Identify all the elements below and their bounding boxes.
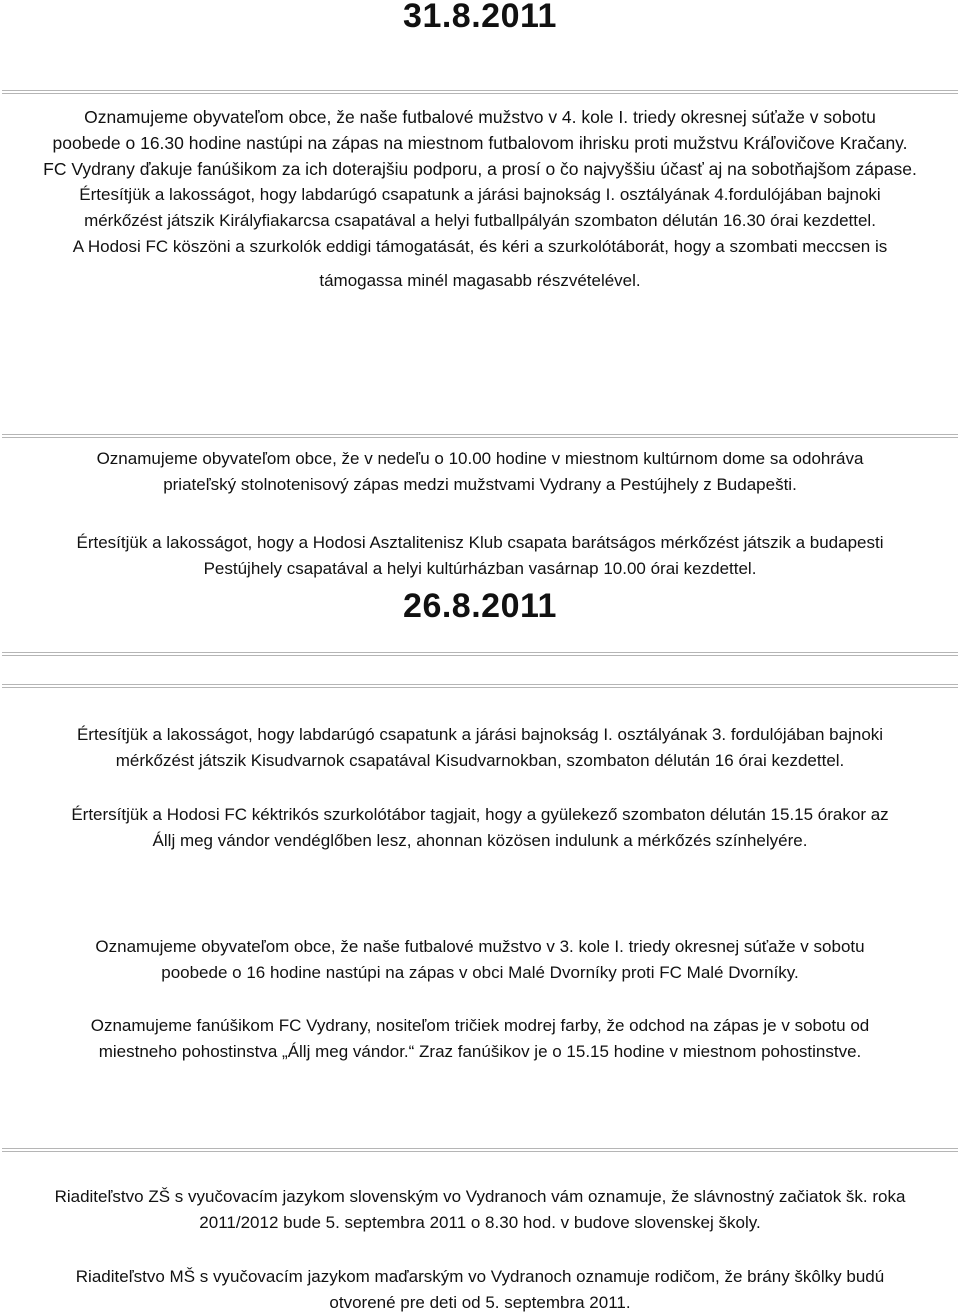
announcement-hungarian-table-tennis — [0, 530, 960, 582]
text-line: Oznamujeme fanúšikom FC Vydrany, nositeľom tričiek modrej farby, že odchod na zápas je v sobotu od — [90, 1016, 870, 1035]
text-line: poobede o 16 hodine nastúpi na zápas v obci Malé Dvorníky proti FC Malé Dvorníky. — [161, 963, 799, 982]
announcement-slovak-school — [0, 1184, 960, 1236]
date-heading-2: 26.8.2011 — [403, 587, 557, 625]
text-line: Állj meg vándor vendéglőben lesz, ahonnan közösen indulunk a mérkőzés színhelyére. — [152, 831, 808, 850]
divider — [2, 434, 958, 438]
text-line: otvorené pre deti od 5. septembra 2011. — [329, 1293, 631, 1312]
text-line: mérkőzést játszik Királyfiakarcsa csapatával a helyi futballpályán szombaton délután 16.30 órai kezdettel. — [84, 211, 876, 230]
text-line: Riaditeľstvo ZŠ s vyučovacím jazykom slovenským vo Vydranoch vám oznamuje, že slávnostný začiatok šk. roka — [54, 1187, 906, 1206]
text-line: Riaditeľstvo MŠ s vyučovacím jazykom maďarským vo Vydranoch oznamuje rodičom, že brány škôlky budú — [75, 1267, 885, 1286]
text-line: FC Vydrany ďakuje fanúšikom za ich doterajšiu podporu, a prosí o čo najvyššiu účasť aj na sobotňajšom zápase. — [43, 159, 917, 179]
divider — [2, 652, 958, 656]
text-line: mérkőzést játszik Kisudvarnok csapatával Kisudvarnokban, szombaton délután 16 órai kezdettel. — [115, 751, 845, 770]
announcement-hungarian-football — [0, 182, 960, 294]
text-line: Értersítjük a Hodosi FC kéktrikós szurkolótábor tagjait, hogy a gyülekező szombaton délután 15.15 órakor az — [71, 805, 889, 824]
text-line: Oznamujeme obyvateľom obce, že naše futbalové mužstvo v 4. kole I. triedy okresnej súťaže v sobotu — [84, 107, 876, 127]
text-line: miestneho pohostinstva „Állj meg vándor.“ Zraz fanúšikov je o 15.15 hodine v miestnom pohostinstve. — [98, 1042, 862, 1061]
announcement-hungarian-kindergarten — [0, 1264, 960, 1316]
announcement-slovak-football-round3 — [0, 934, 960, 986]
announcement-slovak-table-tennis — [0, 446, 960, 498]
text-line: Értesítjük a lakosságot, hogy a Hodosi Asztalitenisz Klub csapata barátságos mérkőzést játszik a budapesti — [76, 533, 884, 552]
announcement-slovak-football — [0, 104, 960, 182]
text-line: Oznamujeme obyvateľom obce, že naše futbalové mužstvo v 3. kole I. triedy okresnej súťaže v sobotu — [95, 937, 865, 956]
divider — [2, 1148, 958, 1152]
text-line: Értesítjük a lakosságot, hogy labdarúgó csapatunk a járási bajnokság I. osztályának 3. fordulójában bajnoki — [76, 725, 884, 744]
text-line: poobede o 16.30 hodine nastúpi na zápas na miestnom futbalovom ihrisku proti mužstvu Kráľovičove Kračany. — [52, 133, 908, 153]
text-line: 2011/2012 bude 5. septembra 2011 o 8.30 hod. v budove slovenskej školy. — [199, 1213, 761, 1232]
announcement-slovak-fans — [0, 1013, 960, 1065]
text-line: Pestújhely csapatával a helyi kultúrházban vasárnap 10.00 órai kezdettel. — [203, 559, 757, 578]
divider — [2, 684, 958, 688]
text-line: Értesítjük a lakosságot, hogy labdarúgó csapatunk a járási bajnokság I. osztályának 4.fordulójában bajnoki — [79, 185, 881, 204]
announcement-hungarian-fans — [0, 802, 960, 854]
text-line: támogassa minél magasabb részvételével. — [319, 271, 641, 290]
date-heading-1: 31.8.2011 — [403, 0, 557, 35]
text-line: priateľský stolnotenisový zápas medzi mužstvami Vydrany a Pestújhely z Budapešti. — [163, 475, 797, 494]
divider — [2, 90, 958, 94]
text-line: Oznamujeme obyvateľom obce, že v nedeľu o 10.00 hodine v miestnom kultúrnom dome sa odohráva — [96, 449, 864, 468]
text-line: A Hodosi FC köszöni a szurkolók eddigi támogatását, és kéri a szurkolótáborát, hogy a szombati meccsen is — [72, 237, 888, 256]
announcement-hungarian-football-round3 — [0, 722, 960, 774]
